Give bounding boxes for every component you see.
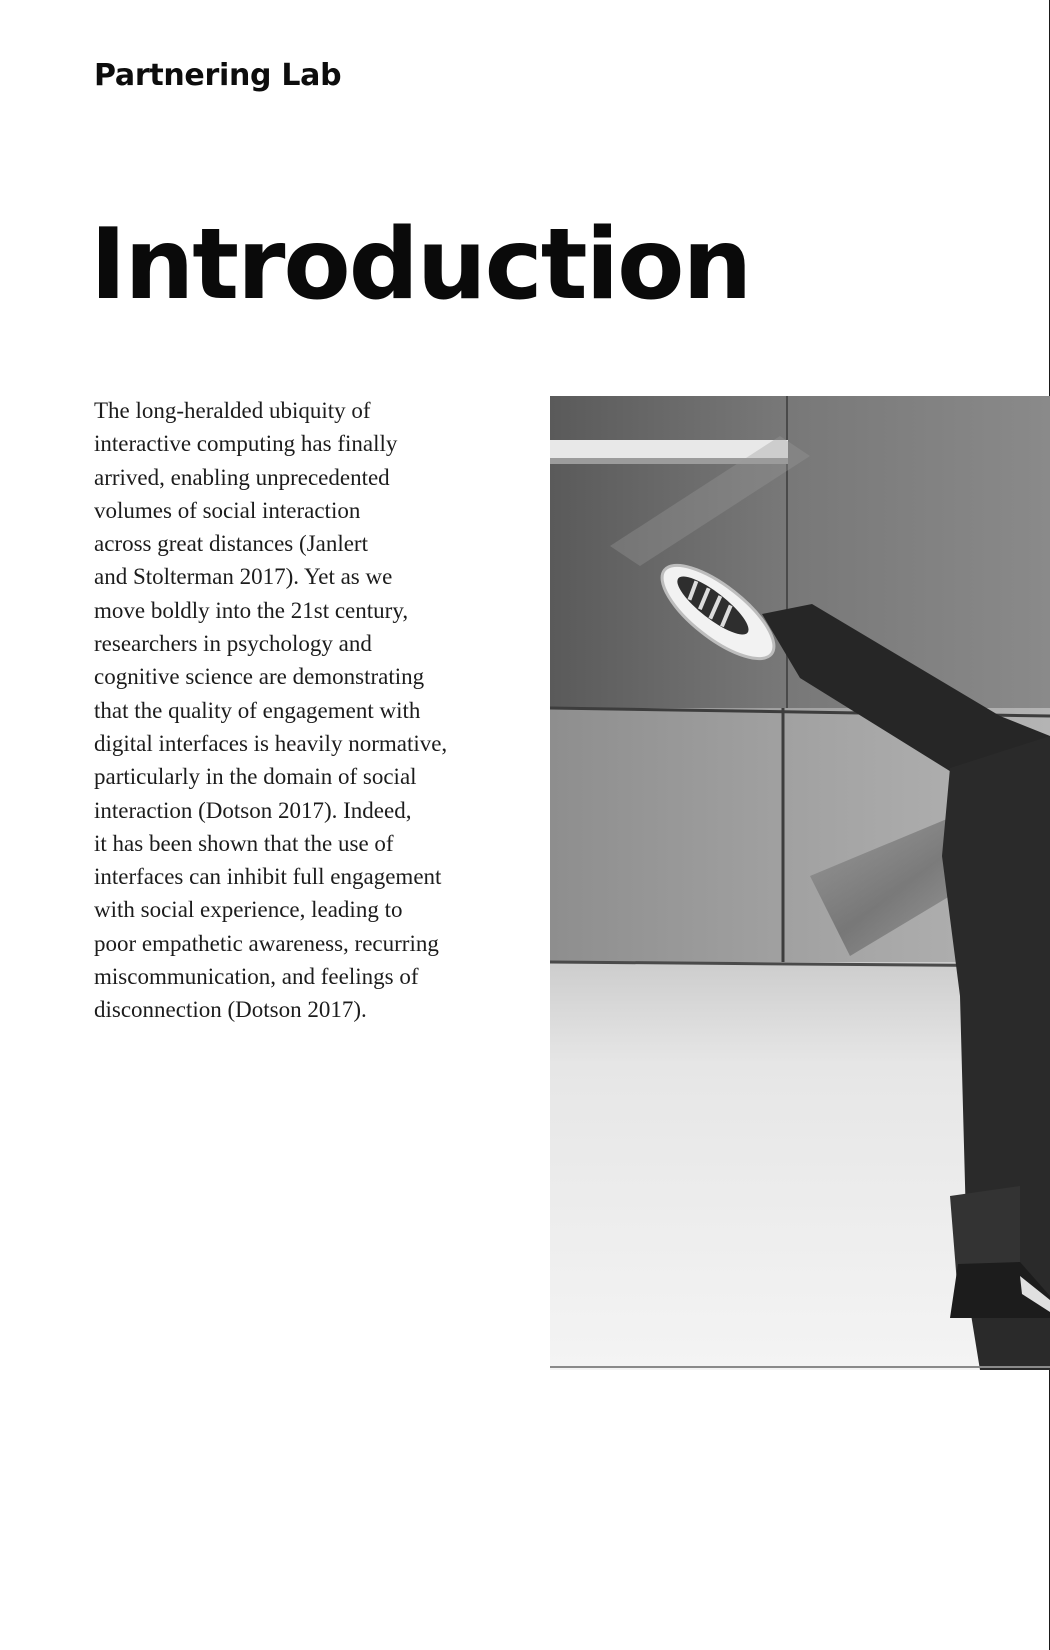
paragraph-line: miscommunication, and feelings of <box>94 964 419 990</box>
paragraph-line: arrived, enabling unprecedented <box>94 464 390 490</box>
paragraph-line: volumes of social interaction <box>94 497 361 523</box>
paragraph-line: that the quality of engagement with <box>94 697 421 723</box>
page-title: Introduction <box>90 208 751 322</box>
paragraph-line: move boldly into the 21st century, <box>94 597 409 623</box>
paragraph-line: researchers in psychology and <box>94 631 372 657</box>
paragraph-line: and Stolterman 2017). Yet as we <box>94 564 393 590</box>
paragraph-line: interaction (Dotson 2017). Indeed, <box>94 797 412 823</box>
dancer-photo-graphic <box>550 396 1050 1370</box>
paragraph-line: interfaces can inhibit full engagement <box>94 864 442 890</box>
intro-paragraph <box>94 394 479 1027</box>
paragraph-line: with social experience, leading to <box>94 897 403 923</box>
dancer-photo <box>550 396 1050 1370</box>
paragraph-line: it has been shown that the use of <box>94 830 394 856</box>
paragraph-line: disconnection (Dotson 2017). <box>94 997 367 1023</box>
paragraph-line: digital interfaces is heavily normative, <box>94 730 448 756</box>
brand-name: Partnering Lab <box>94 58 342 93</box>
paragraph-line: cognitive science are demonstrating <box>94 664 425 690</box>
paragraph-line: The long-heralded ubiquity of <box>94 398 371 423</box>
paragraph-line: interactive computing has finally <box>94 431 398 457</box>
paragraph-line: across great distances (Janlert <box>94 531 368 557</box>
paragraph-line: poor empathetic awareness, recurring <box>94 930 439 956</box>
paragraph-line: particularly in the domain of social <box>94 764 417 790</box>
